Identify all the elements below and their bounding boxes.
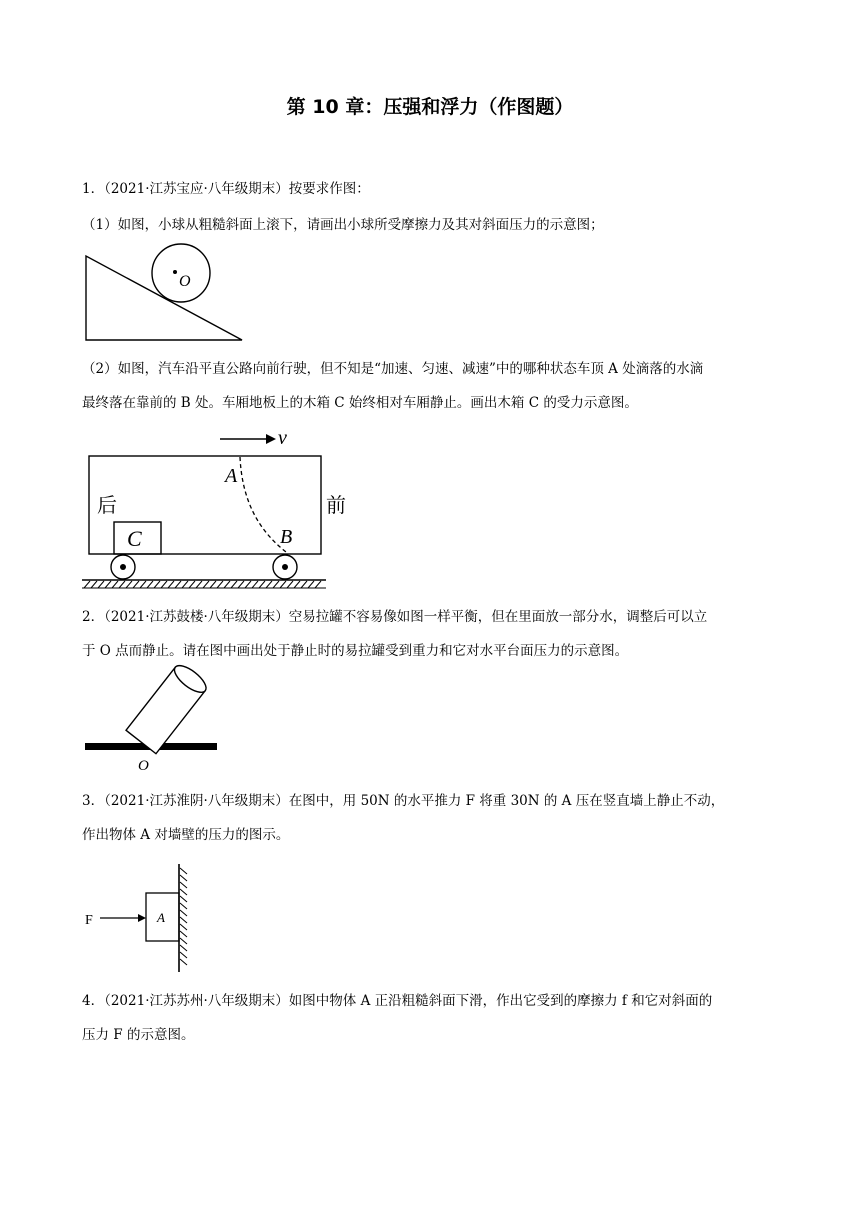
q1-part1-text: （1）如图，小球从粗糙斜面上滚下，请画出小球所受摩擦力及其对斜面压力的示意图； [82, 217, 604, 233]
ball-center-dot [173, 270, 177, 274]
rough-incline [86, 256, 242, 340]
front-label: 前 [326, 495, 346, 517]
ground-hatching [84, 581, 321, 588]
push-force-arrow-head [138, 914, 146, 922]
q4-text-line2: 压力 F 的示意图。 [82, 1027, 195, 1043]
q3-text-line1: 3．（2021·江苏淮阴·八年级期末）在图中，用 50N 的水平推力 F 将重 30N 的 A 压在竖直墙上静止不动， [82, 793, 725, 809]
q1-part2-text-line1: （2）如图，汽车沿平直公路向前行驶，但不知是“加速、匀速、减速”中的哪种状态车顶 A 处滴落的水滴 [82, 361, 704, 377]
wall-hatching [180, 868, 187, 965]
push-force-label: F [85, 913, 93, 928]
q2-text-line2: 于 O 点而静止。请在图中画出处于静止时的易拉罐受到重力和它对水平台面压力的示意图。 [82, 643, 629, 659]
ball-center-label: O [179, 273, 191, 290]
velocity-label: v [278, 427, 287, 449]
drop-end-label: B [280, 526, 293, 548]
car-figure [80, 427, 346, 594]
q1-part2-text-line2: 最终落在靠前的 B 处。车厢地板上的木箱 C 始终相对车厢静止。画出木箱 C 的受力示意图。 [82, 395, 638, 411]
incline-ball-figure [80, 246, 250, 346]
rear-label: 后 [97, 495, 117, 517]
q2-text-line1: 2．（2021·江苏鼓楼·八年级期末）空易拉罐不容易像如图一样平衡，但在里面放一部分水，调整后可以立 [82, 609, 708, 625]
wall-block-figure [80, 860, 200, 976]
drop-start-label: A [225, 465, 238, 487]
page-title: 第 10 章：压强和浮力（作图题） [286, 96, 574, 118]
pivot-label: O [138, 758, 149, 774]
can-figure [82, 676, 222, 776]
q4-text-line1: 4．（2021·江苏苏州·八年级期末）如图中物体 A 正沿粗糙斜面下滑，作出它受到的摩擦力 f 和它对斜面的 [82, 993, 713, 1009]
velocity-arrow-head [266, 434, 276, 444]
q3-text-line2: 作出物体 A 对墙壁的压力的图示。 [82, 827, 290, 843]
box-c-label: C [127, 526, 142, 551]
q1-stem: 1．（2021·江苏宝应·八年级期末）按要求作图： [82, 181, 370, 197]
block-a-label: A [157, 910, 165, 925]
tilted-can [126, 661, 210, 754]
